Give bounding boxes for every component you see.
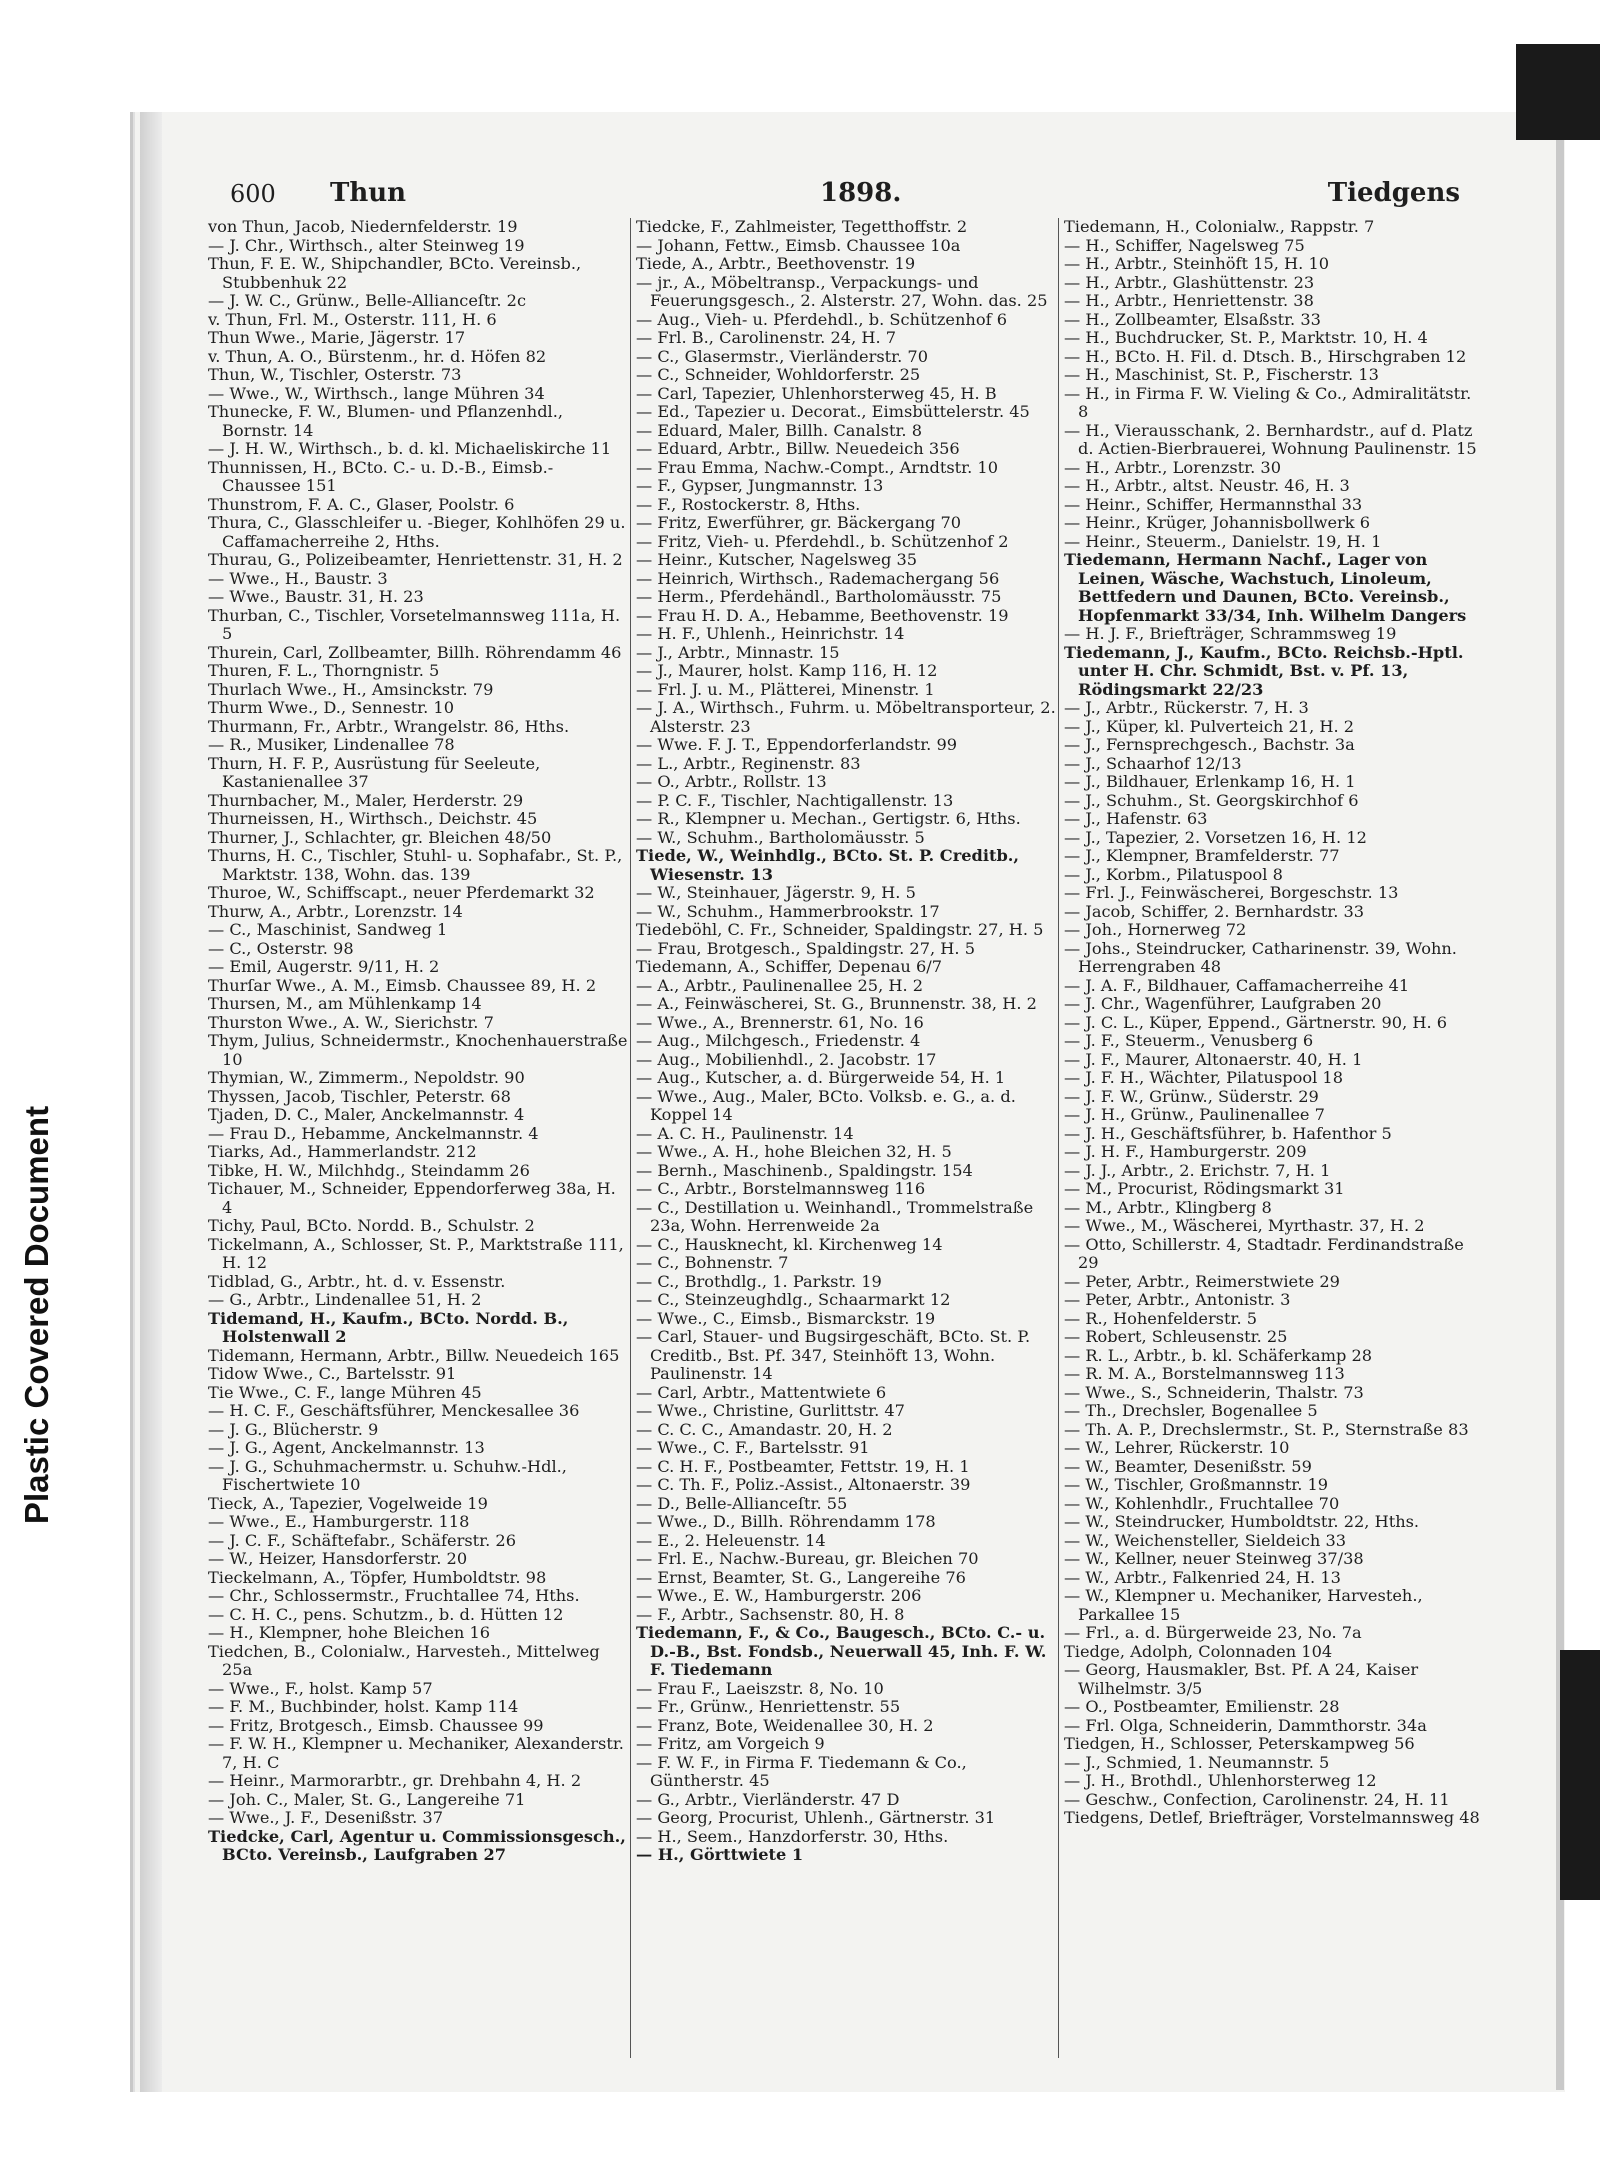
directory-entry: — Heinrich, Wirthsch., Rademachergang 56 bbox=[636, 568, 1000, 588]
directory-entry: — R., Hohenfelderstr. 5 bbox=[1064, 1308, 1258, 1328]
directory-entry: von Thun, Jacob, Niedernfelderstr. 19 bbox=[208, 217, 518, 236]
directory-entry: — J., Schmied, 1. Neumannstr. 5 bbox=[1064, 1752, 1330, 1772]
directory-entry: Tieck, A., Tapezier, Vogelweide 19 bbox=[208, 1493, 488, 1513]
directory-entry: — C., Destillation u. Weinhandl., Trommelstraße 23a, Wohn. Herrenweide 2a bbox=[636, 1197, 1034, 1235]
directory-entry: — Aug., Vieh- u. Pferdehdl., b. Schützenhof 6 bbox=[636, 309, 1008, 329]
directory-entry: — J., Korbm., Pilatuspool 8 bbox=[1064, 864, 1283, 884]
directory-entry: Tiedge, Adolph, Colonnaden 104 bbox=[1064, 1641, 1333, 1661]
directory-column-1 bbox=[208, 218, 628, 1865]
directory-entry: — J. A. F., Bildhauer, Caffamacherreihe 41 bbox=[1064, 975, 1410, 995]
directory-entry: Tibke, H. W., Milchhdg., Steindamm 26 bbox=[208, 1160, 530, 1180]
directory-entry: — J., Schaarhof 12/13 bbox=[1064, 753, 1242, 773]
directory-entry: — W., Heizer, Hansdorferstr. 20 bbox=[208, 1549, 468, 1568]
directory-entry: — Aug., Mobilienhdl., 2. Jacobstr. 17 bbox=[636, 1049, 937, 1069]
directory-entry: — Fritz, Ewerführer, gr. Bäckergang 70 bbox=[636, 513, 962, 532]
directory-entry: — J., Maurer, holst. Kamp 116, H. 12 bbox=[636, 661, 938, 680]
directory-entry: — Emil, Augerstr. 9/11, H. 2 bbox=[208, 957, 440, 976]
directory-entry: — H., Arbtr., altst. Neustr. 46, H. 3 bbox=[1064, 476, 1350, 495]
directory-entry: — C., Bohnenstr. 7 bbox=[636, 1253, 789, 1272]
directory-entry: — Carl, Tapezier, Uhlenhorsterweg 45, H. B bbox=[636, 383, 997, 403]
directory-entry: Tidblad, G., Arbtr., ht. d. v. Essenstr. bbox=[208, 1271, 506, 1291]
header-right-word: Tiedgens bbox=[1327, 178, 1460, 208]
directory-entry: — E., 2. Heleuenstr. 14 bbox=[636, 1530, 826, 1550]
directory-entry: — C., Arbtr., Borstelmannsweg 116 bbox=[636, 1179, 926, 1198]
directory-entry: — H., Arbtr., Glashüttenstr. 23 bbox=[1064, 272, 1315, 292]
directory-entry: — J. H., Grünw., Paulinenallee 7 bbox=[1064, 1105, 1325, 1124]
directory-entry: Thym, Julius, Schneidermstr., Knochenhauerstraße 10 bbox=[208, 1031, 628, 1069]
directory-entry: — Fritz, Vieh- u. Pferdehdl., b. Schützenhof 2 bbox=[636, 531, 1009, 551]
directory-entry: — M., Arbtr., Klingberg 8 bbox=[1064, 1197, 1272, 1217]
directory-entry: — P. C. F., Tischler, Nachtigallenstr. 13 bbox=[636, 790, 954, 810]
directory-entry: — C. H. F., Postbeamter, Fettstr. 19, H. 1 bbox=[636, 1456, 970, 1476]
page-number: 600 bbox=[230, 180, 276, 208]
directory-entry: — G., Arbtr., Lindenallee 51, H. 2 bbox=[208, 1290, 482, 1309]
directory-entry: Tidow Wwe., C., Bartelsstr. 91 bbox=[208, 1364, 457, 1383]
directory-entry: — Chr., Schlossermstr., Fruchtallee 74, Hths. bbox=[208, 1586, 580, 1605]
directory-entry: Thurmann, Fr., Arbtr., Wrangelstr. 86, Hths. bbox=[208, 716, 570, 736]
directory-entry: — Carl, Stauer- und Bugsirgeschäft, BCto. St. P. Creditb., Bst. Pf. 347, Steinhöft 13, Wohn. Paulinenstr. 14 bbox=[636, 1327, 1031, 1383]
directory-entry: — R., Musiker, Lindenallee 78 bbox=[208, 735, 455, 754]
directory-entry: — C. C. C., Amandastr. 20, H. 2 bbox=[636, 1419, 893, 1439]
directory-entry: — H., Arbtr., Lorenzstr. 30 bbox=[1064, 457, 1282, 477]
directory-entry: — H., Arbtr., Henriettenstr. 38 bbox=[1064, 291, 1314, 310]
directory-entry: — Wwe., W., Wirthsch., lange Mühren 34 bbox=[208, 383, 545, 403]
directory-entry: Thunecke, F. W., Blumen- und Pflanzenhdl., Bornstr. 14 bbox=[208, 402, 564, 440]
directory-entry: — Georg, Procurist, Uhlenh., Gärtnerstr. 31 bbox=[636, 1808, 996, 1827]
directory-entry: — Fritz, am Vorgeich 9 bbox=[636, 1734, 825, 1753]
directory-entry: Tie Wwe., C. F., lange Mühren 45 bbox=[208, 1382, 482, 1402]
directory-entry: — H., Görttwiete 1 bbox=[636, 1845, 804, 1864]
directory-entry: — J., Fernsprechgesch., Bachstr. 3a bbox=[1064, 735, 1355, 754]
directory-entry: — J. H. F., Hamburgerstr. 209 bbox=[1064, 1142, 1307, 1161]
directory-entry: Tiedeböhl, C. Fr., Schneider, Spaldingstr. 27, H. 5 bbox=[636, 920, 1044, 939]
black-tab-bottom bbox=[1560, 1650, 1600, 1900]
directory-entry: — A., Feinwäscherei, St. G., Brunnenstr. 38, H. 2 bbox=[636, 994, 1037, 1013]
directory-entry: — Frau, Brotgesch., Spaldingstr. 27, H. 5 bbox=[636, 938, 975, 958]
directory-entry: — Wwe., A. H., hohe Bleichen 32, H. 5 bbox=[636, 1142, 952, 1161]
directory-entry: Thun Wwe., Marie, Jägerstr. 17 bbox=[208, 328, 466, 347]
directory-entry: — Wwe., Aug., Maler, BCto. Volksb. e. G., a. d. Koppel 14 bbox=[636, 1086, 1016, 1124]
directory-entry: — Heinr., Steuerm., Danielstr. 19, H. 1 bbox=[1064, 531, 1382, 551]
directory-entry: — J. F., Steuerm., Venusberg 6 bbox=[1064, 1031, 1314, 1050]
directory-entry: — C., Steinzeughdlg., Schaarmarkt 12 bbox=[636, 1290, 951, 1309]
directory-entry: — Wwe., C. F., Bartelsstr. 91 bbox=[636, 1438, 870, 1457]
directory-entry: Tiedcke, Carl, Agentur u. Commissionsgesch., BCto. Vereinsb., Laufgraben 27 bbox=[208, 1826, 626, 1864]
directory-entry: — C., Osterstr. 98 bbox=[208, 938, 354, 958]
directory-entry: — W., Klempner u. Mechaniker, Harvesteh., Parkallee 15 bbox=[1064, 1586, 1423, 1624]
directory-entry: — H., BCto. H. Fil. d. Dtsch. B., Hirschgraben 12 bbox=[1064, 346, 1467, 366]
black-tab-top bbox=[1516, 44, 1600, 140]
directory-entry: — J., Arbtr., Rückerstr. 7, H. 3 bbox=[1064, 698, 1309, 717]
directory-entry: — Frau D., Hebamme, Anckelmannstr. 4 bbox=[208, 1123, 539, 1143]
directory-entry: — Carl, Arbtr., Mattentwiete 6 bbox=[636, 1382, 887, 1402]
directory-entry: — C., Brothdlg., 1. Parkstr. 19 bbox=[636, 1271, 882, 1291]
directory-entry: — Eduard, Maler, Billh. Canalstr. 8 bbox=[636, 420, 923, 440]
directory-entry: — J. F. W., Grünw., Süderstr. 29 bbox=[1064, 1086, 1319, 1106]
directory-entry: Tiedemann, H., Colonialw., Rappstr. 7 bbox=[1064, 217, 1375, 236]
directory-entry: — J. G., Agent, Anckelmannstr. 13 bbox=[208, 1438, 485, 1457]
directory-entry: — Fritz, Brotgesch., Eimsb. Chaussee 99 bbox=[208, 1715, 544, 1735]
directory-entry: — J., Tapezier, 2. Vorsetzen 16, H. 12 bbox=[1064, 827, 1367, 847]
directory-entry: — W., Lehrer, Rückerstr. 10 bbox=[1064, 1438, 1290, 1457]
directory-entry: — Peter, Arbtr., Reimerstwiete 29 bbox=[1064, 1271, 1340, 1291]
directory-entry: — W., Beamter, Desenißstr. 59 bbox=[1064, 1456, 1312, 1476]
directory-entry: — H. J. F., Briefträger, Schrammsweg 19 bbox=[1064, 624, 1397, 643]
directory-entry: — C., Hausknecht, kl. Kirchenweg 14 bbox=[636, 1234, 943, 1254]
directory-entry: — Th. A. P., Drechslermstr., St. P., Sternstraße 83 bbox=[1064, 1419, 1469, 1439]
directory-entry: — Th., Drechsler, Bogenallee 5 bbox=[1064, 1401, 1318, 1420]
directory-entry: Thun, F. E. W., Shipchandler, BCto. Vereinsb., Stubbenhuk 22 bbox=[208, 254, 582, 292]
directory-entry: Thurston Wwe., A. W., Sierichstr. 7 bbox=[208, 1012, 494, 1032]
directory-entry: — H., Buchdrucker, St. P., Marktstr. 10, H. 4 bbox=[1064, 328, 1428, 347]
directory-entry: — Wwe., H., Baustr. 3 bbox=[208, 568, 388, 588]
directory-entry: — J. Chr., Wirthsch., alter Steinweg 19 bbox=[208, 235, 525, 255]
directory-entry: — Wwe., M., Wäscherei, Myrthastr. 37, H. 2 bbox=[1064, 1216, 1425, 1235]
directory-entry: Tiede, W., Weinhdlg., BCto. St. P. Creditb., Wiesenstr. 13 bbox=[636, 846, 1020, 884]
directory-entry: — W., Steinhauer, Jägerstr. 9, H. 5 bbox=[636, 883, 916, 902]
directory-entry: Tiedemann, Hermann Nachf., Lager von Leinen, Wäsche, Wachstuch, Linoleum, Bettfedern und Daunen, BCto. Vereinsb., Hopfenmarkt 33/34, Inh. Wilhelm Dangers bbox=[1064, 550, 1467, 625]
directory-entry: — Frl., a. d. Bürgerweide 23, No. 7a bbox=[1064, 1623, 1362, 1642]
directory-entry: Tiedchen, B., Colonialw., Harvesteh., Mittelweg 25a bbox=[208, 1641, 600, 1679]
directory-entry: Tichy, Paul, BCto. Nordd. B., Schulstr. 2 bbox=[208, 1216, 535, 1235]
directory-entry: Tickelmann, A., Schlosser, St. P., Marktstraße 111, H. 12 bbox=[208, 1234, 624, 1272]
directory-entry: — Wwe., C., Eimsb., Bismarckstr. 19 bbox=[636, 1308, 936, 1328]
directory-entry: — C., Schneider, Wohldorferstr. 25 bbox=[636, 365, 921, 384]
directory-entry: — Aug., Milchgesch., Friedenstr. 4 bbox=[636, 1031, 921, 1050]
directory-entry: Thurneissen, H., Wirthsch., Deichstr. 45 bbox=[208, 809, 538, 828]
directory-entry: — Frau Emma, Nachw.-Compt., Arndtstr. 10 bbox=[636, 457, 999, 477]
directory-entry: Thymian, W., Zimmerm., Nepoldstr. 90 bbox=[208, 1068, 525, 1087]
directory-entry: Thuroe, W., Schiffscapt., neuer Pferdemarkt 32 bbox=[208, 883, 595, 902]
directory-entry: — Frl. J., Feinwäscherei, Borgeschstr. 13 bbox=[1064, 883, 1399, 902]
directory-entry: — W., Kellner, neuer Steinweg 37/38 bbox=[1064, 1549, 1364, 1568]
directory-entry: Thurſar Wwe., A. M., Eimsb. Chaussee 89, H. 2 bbox=[208, 975, 597, 995]
directory-entry: Thurein, Carl, Zollbeamter, Billh. Röhrendamm 46 bbox=[208, 642, 622, 662]
directory-entry: Thunnissen, H., BCto. C.- u. D.-B., Eimsb.-Chaussee 151 bbox=[208, 457, 554, 495]
directory-entry: — H., Maschinist, St. P., Fischerstr. 13 bbox=[1064, 365, 1379, 384]
directory-entry: — J., Hafenstr. 63 bbox=[1064, 809, 1208, 828]
directory-entry: — Wwe., F., holst. Kamp 57 bbox=[208, 1678, 433, 1698]
directory-entry: — J. G., Blücherstr. 9 bbox=[208, 1419, 379, 1439]
directory-entry: — Robert, Schleusenstr. 25 bbox=[1064, 1327, 1288, 1346]
directory-entry: — Joh., Hornerweg 72 bbox=[1064, 920, 1247, 939]
directory-column-3 bbox=[1064, 218, 1484, 1828]
directory-entry: — J. A., Wirthsch., Fuhrm. u. Möbeltransporteur, 2. Alsterstr. 23 bbox=[636, 698, 1056, 736]
directory-entry: — Peter, Arbtr., Antonistr. 3 bbox=[1064, 1290, 1291, 1309]
directory-entry: v. Thun, A. O., Bürstenm., hr. d. Höfen 82 bbox=[208, 346, 547, 366]
directory-entry: — A., Arbtr., Paulinenallee 25, H. 2 bbox=[636, 975, 924, 995]
directory-entry: — H., Klempner, hohe Bleichen 16 bbox=[208, 1623, 491, 1642]
directory-entry: Tieckelmann, A., Töpfer, Humboldtstr. 98 bbox=[208, 1567, 547, 1587]
directory-entry: — J. Chr., Wagenführer, Laufgraben 20 bbox=[1064, 994, 1382, 1013]
directory-entry: — J., Küper, kl. Pulverteich 21, H. 2 bbox=[1064, 716, 1355, 736]
directory-entry: — Georg, Hausmakler, Bst. Pf. A 24, Kaiser Wilhelmstr. 3/5 bbox=[1064, 1660, 1419, 1698]
directory-entry: — Frl. Olga, Schneiderin, Dammthorstr. 34a bbox=[1064, 1715, 1427, 1735]
directory-entry: Thurner, J., Schlachter, gr. Bleichen 48/50 bbox=[208, 827, 552, 847]
directory-entry: — jr., A., Möbeltransp., Verpackungs- und Feuerungsgesch., 2. Alsterstr. 27, Wohn. das. 25 bbox=[636, 272, 1048, 310]
directory-entry: — W., Tischler, Großmannstr. 19 bbox=[1064, 1475, 1329, 1494]
directory-entry: — Wwe., E., Hamburgerstr. 118 bbox=[208, 1512, 470, 1531]
directory-entry: — J., Schuhm., St. Georgskirchhof 6 bbox=[1064, 790, 1359, 810]
directory-entry: — Wwe., Baustr. 31, H. 23 bbox=[208, 587, 424, 606]
directory-entry: — Heinr., Kutscher, Nagelsweg 35 bbox=[636, 550, 918, 569]
directory-entry: — Ernst, Beamter, St. G., Langereihe 76 bbox=[636, 1567, 966, 1587]
directory-entry: Thuren, F. L., Thorngnistr. 5 bbox=[208, 661, 440, 680]
directory-entry: Thurn, H. F. P., Ausrüstung für Seeleute, Kastanienallee 37 bbox=[208, 753, 541, 791]
directory-entry: — H., Seem., Hanzdorferstr. 30, Hths. bbox=[636, 1826, 949, 1846]
directory-entry: — O., Postbeamter, Emilienstr. 28 bbox=[1064, 1697, 1340, 1716]
directory-entry: Tiedcke, F., Zahlmeister, Tegetthoffstr. 2 bbox=[636, 217, 968, 236]
directory-entry: Thurau, G., Polizeibeamter, Henriettenstr. 31, H. 2 bbox=[208, 550, 623, 569]
directory-entry: Tiedgen, H., Schlosser, Peterskampweg 56 bbox=[1064, 1734, 1415, 1753]
directory-entry: — H., Zollbeamter, Elsaßstr. 33 bbox=[1064, 309, 1321, 329]
directory-entry: — J. H. W., Wirthsch., b. d. kl. Michaeliskirche 11 bbox=[208, 439, 612, 458]
directory-entry: Thunstrom, F. A. C., Glaser, Poolstr. 6 bbox=[208, 494, 515, 514]
directory-entry: Tiedemann, A., Schiffer, Depenau 6/7 bbox=[636, 957, 943, 976]
directory-entry: — H. F., Uhlenh., Heinrichstr. 14 bbox=[636, 624, 905, 643]
directory-entry: — F. W. H., Klempner u. Mechaniker, Alexanderstr. 7, H. C bbox=[208, 1734, 624, 1772]
directory-entry: — Heinr., Marmorarbtr., gr. Drehbahn 4, H. 2 bbox=[208, 1771, 582, 1790]
directory-entry: — D., Belle-Allianceſtr. 55 bbox=[636, 1493, 848, 1513]
directory-entry: — Joh. C., Maler, St. G., Langereihe 71 bbox=[208, 1789, 526, 1809]
directory-entry: — O., Arbtr., Rollstr. 13 bbox=[636, 772, 827, 791]
directory-entry: — J. C. F., Schäftefabr., Schäferstr. 26 bbox=[208, 1530, 517, 1550]
directory-entry: — Frau F., Laeiszstr. 8, No. 10 bbox=[636, 1678, 884, 1698]
directory-entry: — Jacob, Schiffer, 2. Bernhardstr. 33 bbox=[1064, 901, 1365, 921]
directory-entry: — H. C. F., Geschäftsführer, Menckesallee 36 bbox=[208, 1401, 580, 1420]
directory-entry: — Wwe., E. W., Hamburgerstr. 206 bbox=[636, 1586, 922, 1605]
directory-entry: — R. M. A., Borstelmannsweg 113 bbox=[1064, 1364, 1345, 1383]
directory-entry: — J., Klempner, Bramfelderstr. 77 bbox=[1064, 846, 1340, 865]
directory-entry: — Wwe. F. J. T., Eppendorferlandstr. 99 bbox=[636, 735, 958, 754]
directory-entry: — C. H. C., pens. Schutzm., b. d. Hütten 12 bbox=[208, 1604, 564, 1624]
directory-entry: — J. C. L., Küper, Eppend., Gärtnerstr. 90, H. 6 bbox=[1064, 1012, 1448, 1032]
directory-entry: Tidemann, Hermann, Arbtr., Billw. Neuedeich 165 bbox=[208, 1345, 620, 1365]
directory-entry: — Wwe., Christine, Gurlittstr. 47 bbox=[636, 1401, 905, 1420]
directory-entry: — Ed., Tapezier u. Decorat., Eimsbüttelerstr. 45 bbox=[636, 402, 1030, 421]
directory-entry: — Franz, Bote, Weidenallee 30, H. 2 bbox=[636, 1715, 934, 1735]
directory-entry: — J., Arbtr., Minnastr. 15 bbox=[636, 642, 840, 662]
directory-entry: — Eduard, Arbtr., Billw. Neuedeich 356 bbox=[636, 439, 960, 458]
directory-entry: — Frl. B., Carolinenstr. 24, H. 7 bbox=[636, 328, 897, 347]
directory-entry: Thura, C., Glasschleifer u. -Bieger, Kohlhöfen 29 u. Caffamacherreihe 2, Hths. bbox=[208, 513, 626, 551]
directory-entry: — Frl. E., Nachw.-Bureau, gr. Bleichen 70 bbox=[636, 1549, 979, 1568]
directory-entry: — Frl. J. u. M., Plätterei, Minenstr. 1 bbox=[636, 679, 935, 699]
directory-entry: Thurban, C., Tischler, Vorsetelmannsweg 111a, H. 5 bbox=[208, 605, 621, 643]
directory-entry: — Bernh., Maschinenb., Spaldingstr. 154 bbox=[636, 1160, 973, 1180]
directory-entry: Tidemand, H., Kaufm., BCto. Nordd. B., Holstenwall 2 bbox=[208, 1308, 569, 1346]
directory-entry: — W., Kohlenhdlr., Fruchtallee 70 bbox=[1064, 1493, 1340, 1513]
directory-entry: Tjaden, D. C., Maler, Anckelmannstr. 4 bbox=[208, 1105, 525, 1124]
directory-entry: Thurnbacher, M., Maler, Herderstr. 29 bbox=[208, 790, 524, 810]
directory-entry: — Geschw., Confection, Carolinenstr. 24, H. 11 bbox=[1064, 1789, 1450, 1809]
directory-entry: — H., Schiffer, Nagelsweg 75 bbox=[1064, 235, 1305, 255]
directory-entry: — Heinr., Schiffer, Hermannsthal 33 bbox=[1064, 494, 1363, 514]
directory-entry: — F., Rostockerstr. 8, Hths. bbox=[636, 494, 861, 514]
directory-entry: — Herm., Pferdehändl., Bartholomäusstr. 75 bbox=[636, 587, 1002, 606]
directory-entry: — A. C. H., Paulinenstr. 14 bbox=[636, 1123, 854, 1143]
directory-entry: Tiede, A., Arbtr., Beethovenstr. 19 bbox=[636, 254, 916, 273]
directory-entry: — W., Schuhm., Hammerbrookstr. 17 bbox=[636, 901, 940, 921]
directory-entry: — F. M., Buchbinder, holst. Kamp 114 bbox=[208, 1697, 519, 1716]
directory-entry: Thurm Wwe., D., Sennestr. 10 bbox=[208, 698, 454, 717]
directory-entry: — Wwe., A., Brennerstr. 61, No. 16 bbox=[636, 1012, 924, 1032]
directory-entry: — Wwe., S., Schneiderin, Thalstr. 73 bbox=[1064, 1382, 1364, 1402]
directory-entry: Tiedemann, F., & Co., Baugesch., BCto. C.- u. D.-B., Bst. Fondsb., Neuerwall 45, Inh. F. W. F. Tiedemann bbox=[636, 1623, 1047, 1679]
directory-entry: — F., Arbtr., Sachsenstr. 80, H. 8 bbox=[636, 1604, 905, 1624]
directory-entry: — Heinr., Krüger, Johannisbollwerk 6 bbox=[1064, 513, 1371, 532]
directory-entry: Thurw, A., Arbtr., Lorenzstr. 14 bbox=[208, 901, 463, 921]
directory-entry: — H., Arbtr., Steinhöft 15, H. 10 bbox=[1064, 254, 1330, 273]
directory-entry: — R. L., Arbtr., b. kl. Schäferkamp 28 bbox=[1064, 1345, 1373, 1365]
directory-entry: — J. J., Arbtr., 2. Erichstr. 7, H. 1 bbox=[1064, 1160, 1331, 1180]
column-divider bbox=[630, 218, 631, 2058]
directory-entry: — C. Th. F., Poliz.-Assist., Altonaerstr. 39 bbox=[636, 1475, 971, 1494]
directory-column-2 bbox=[636, 218, 1056, 1865]
directory-entry: — J. F. H., Wächter, Pilatuspool 18 bbox=[1064, 1068, 1344, 1087]
header-year: 1898. bbox=[820, 178, 902, 208]
directory-entry: — Aug., Kutscher, a. d. Bürgerweide 54, H. 1 bbox=[636, 1068, 1006, 1087]
directory-entry: — J. H., Geschäftsführer, b. Hafenthor 5 bbox=[1064, 1123, 1392, 1143]
directory-entry: — Otto, Schillerstr. 4, Stadtadr. Ferdinandstraße 29 bbox=[1064, 1234, 1464, 1272]
directory-entry: — Fr., Grünw., Henriettenstr. 55 bbox=[636, 1697, 901, 1716]
directory-entry: Thurns, H. C., Tischler, Stuhl- u. Sophafabr., St. P., Marktstr. 138, Wohn. das. 139 bbox=[208, 846, 623, 884]
header-left-word: Thun bbox=[330, 178, 407, 208]
directory-entry: — Wwe., J. F., Desenißstr. 37 bbox=[208, 1808, 444, 1827]
directory-entry: — W., Schuhm., Bartholomäusstr. 5 bbox=[636, 827, 925, 847]
directory-entry: — C., Glasermstr., Vierländerstr. 70 bbox=[636, 346, 929, 366]
directory-entry: — Johs., Steindrucker, Catharinenstr. 39, Wohn. Herrengraben 48 bbox=[1064, 938, 1457, 976]
directory-entry: — Frau H. D. A., Hebamme, Beethovenstr. 19 bbox=[636, 605, 1009, 625]
directory-entry: — J., Bildhauer, Erlenkamp 16, H. 1 bbox=[1064, 772, 1356, 791]
directory-entry: — J. F., Maurer, Altonaerstr. 40, H. 1 bbox=[1064, 1049, 1363, 1069]
directory-entry: Thurlach Wwe., H., Amsinckstr. 79 bbox=[208, 679, 494, 699]
directory-entry: Tiedemann, J., Kaufm., BCto. Reichsb.-Hptl. unter H. Chr. Schmidt, Bst. v. Pf. 13, Rödingsmarkt 22/23 bbox=[1064, 642, 1464, 699]
directory-entry: — L., Arbtr., Reginenstr. 83 bbox=[636, 753, 861, 773]
directory-entry: Tiedgens, Detlef, Briefträger, Vorstelmannsweg 48 bbox=[1064, 1808, 1480, 1827]
directory-entry: — F., Gypser, Jungmannstr. 13 bbox=[636, 476, 884, 495]
directory-entry: Thursen, M., am Mühlenkamp 14 bbox=[208, 994, 482, 1013]
directory-entry: — C., Maschinist, Sandweg 1 bbox=[208, 920, 448, 939]
directory-entry: v. Thun, Frl. M., Osterstr. 111, H. 6 bbox=[208, 309, 497, 329]
directory-entry: — Johann, Fettw., Eimsb. Chaussee 10a bbox=[636, 235, 961, 255]
directory-entry: — H., Vierausschank, 2. Bernhardstr., auf d. Platz d. Actien-Bierbrauerei, Wohnung Paulinenstr. 15 bbox=[1064, 420, 1477, 458]
directory-entry: — J. W. C., Grünw., Belle-Allianceſtr. 2c bbox=[208, 291, 527, 310]
directory-entry: — F. W. F., in Firma F. Tiedemann & Co., Güntherstr. 45 bbox=[636, 1752, 967, 1790]
directory-entry: — M., Procurist, Rödingsmarkt 31 bbox=[1064, 1179, 1345, 1198]
column-divider bbox=[1058, 218, 1059, 2058]
directory-entry: — W., Weichensteller, Sieldeich 33 bbox=[1064, 1530, 1347, 1550]
directory-entry: Thyssen, Jacob, Tischler, Peterstr. 68 bbox=[208, 1086, 511, 1106]
page-header bbox=[230, 178, 1470, 218]
directory-entry: Thun, W., Tischler, Osterstr. 73 bbox=[208, 365, 462, 384]
directory-entry: Tichauer, M., Schneider, Eppendorferweg 38a, H. 4 bbox=[208, 1179, 616, 1217]
directory-entry: — H., in Firma F. W. Vieling & Co., Admiralitätstr. 8 bbox=[1064, 383, 1472, 421]
directory-entry: — G., Arbtr., Vierländerstr. 47 D bbox=[636, 1789, 900, 1809]
directory-entry: — R., Klempner u. Mechan., Gertigstr. 6, Hths. bbox=[636, 809, 1021, 828]
directory-entry: — W., Arbtr., Falkenried 24, H. 13 bbox=[1064, 1567, 1341, 1587]
directory-entry: — J. H., Brothdl., Uhlenhorsterweg 12 bbox=[1064, 1771, 1377, 1790]
directory-entry: — W., Steindrucker, Humboldtstr. 22, Hths. bbox=[1064, 1512, 1420, 1531]
directory-entry: Tiarks, Ad., Hammerlandstr. 212 bbox=[208, 1142, 477, 1161]
directory-entry: — J. G., Schuhmachermstr. u. Schuhw.-Hdl., Fischertwiete 10 bbox=[208, 1456, 567, 1494]
directory-entry: — Wwe., D., Billh. Röhrendamm 178 bbox=[636, 1512, 936, 1531]
page-binding bbox=[140, 112, 162, 2092]
